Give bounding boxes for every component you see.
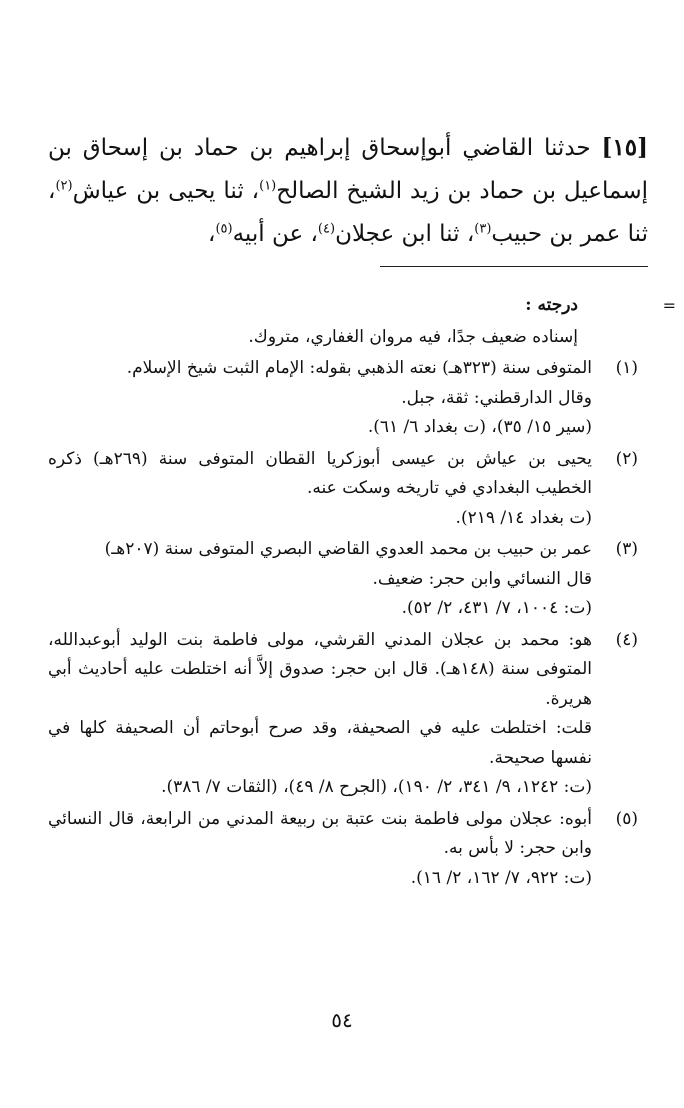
footnote-ref[interactable]: (١) xyxy=(259,178,277,194)
page-body xyxy=(48,126,676,893)
hadith-text-part: ، ثنا عمر بن حبيب xyxy=(48,178,648,247)
footnote-line: قال النسائي وابن حجر: ضعيف. xyxy=(372,568,592,589)
main-hadith-text xyxy=(48,126,648,256)
footnote-line: هو: محمد بن عجلان المدني القرشي، مولى فاطمة بنت الوليد أبوعبدالله، المتوفى سنة (١٤٨هـ). قال ابن حجر: صدوق إلاَّ أنه اختلطت عليه أحاديث أبي هريرة. xyxy=(48,629,592,709)
footnote-1 xyxy=(48,354,648,443)
footnote-line: يحيى بن عياش بن عيسى أبوزكريا القطان المتوفى سنة (٢٦٩هـ) ذكره الخطيب البغدادي في تاريخه وسكت عنه. xyxy=(48,448,592,498)
footnote-5 xyxy=(48,805,648,894)
footnote-text xyxy=(48,805,592,894)
footnote-line: المتوفى سنة (٣٢٣هـ) نعته الذهبي بقوله: الإمام الثبت شيخ الإسلام. xyxy=(126,358,592,378)
equals-marker: = xyxy=(662,296,676,315)
footnote-line: (ت بغداد ١٤/ ٢١٩). xyxy=(455,507,592,528)
hadith-text-part: ، xyxy=(208,221,216,247)
degree-block xyxy=(48,291,676,352)
footnote-mark: (٥) xyxy=(615,808,638,829)
footnote-text xyxy=(48,626,592,803)
footnote-ref[interactable]: (٤) xyxy=(317,221,336,237)
footnote-ref[interactable]: (٢) xyxy=(55,178,73,194)
footnote-3 xyxy=(48,535,648,624)
degree-label: درجته : xyxy=(525,295,578,315)
footnote-mark: (٣) xyxy=(615,539,638,559)
footnote-line: (ت: ٩٢٢، ٧/ ١٦٢، ٢/ ١٦). xyxy=(410,867,592,888)
hadith-text-part: ، عن أبيه xyxy=(232,221,318,247)
footnote-separator xyxy=(380,266,648,267)
hadith-text-part: حدثنا القاضي أبوإسحاق إبراهيم بن حماد بن إسحاق بن إسماعيل بن حماد بن زيد الشيخ الصالح xyxy=(48,135,648,204)
footnote-mark: (١) xyxy=(615,358,638,378)
footnote-mark: (٤) xyxy=(615,629,638,650)
hadith-text-part: ، ثنا يحيى بن عياش xyxy=(72,178,260,204)
footnote-ref[interactable]: (٣) xyxy=(474,221,492,237)
degree-text: إسناده ضعيف جدًا، فيه مروان الغفاري، متروك. xyxy=(248,326,578,347)
footnote-4 xyxy=(48,626,648,803)
footnote-line: قلت: اختلطت عليه في الصحيفة، وقد صرح أبوحاتم أن الصحيفة كلها في نفسها صحيحة. xyxy=(48,718,592,768)
footnote-line: وقال الدارقطني: ثقة، جبل. xyxy=(401,387,592,408)
page-number: ٥٤ xyxy=(331,1008,353,1032)
footnote-line: (ت: ١٢٤٢، ٩/ ٣٤١، ٢/ ١٩٠)، (الجرح ٨/ ٤٩)، (الثقات ٧/ ٣٨٦). xyxy=(161,777,592,797)
footnote-line: أبوه: عجلان مولى فاطمة بنت عتبة بن ربيعة المدني من الرابعة، قال النسائي وابن حجر: لا بأس به. xyxy=(48,808,592,858)
footnote-2 xyxy=(48,445,648,534)
hadith-text-part: ، ثنا ابن عجلان xyxy=(335,221,475,247)
footnote-text xyxy=(48,445,592,534)
footnote-text xyxy=(48,354,592,443)
footnote-line: (ت: ١٠٠٤، ٧/ ٤٣١، ٢/ ٥٢). xyxy=(401,598,592,618)
footnote-text xyxy=(48,535,592,624)
footnote-ref[interactable]: (٥) xyxy=(215,221,233,237)
footnote-line: (سير ١٥/ ٣٥)، (ت بغداد ٦/ ٦١). xyxy=(367,417,592,437)
footnote-mark: (٢) xyxy=(615,448,638,469)
footnote-line: عمر بن حبيب بن محمد العدوي القاضي البصري المتوفى سنة (٢٠٧هـ) xyxy=(104,539,592,559)
hadith-number: [١٥] xyxy=(601,134,648,161)
footnotes-section xyxy=(48,291,676,893)
